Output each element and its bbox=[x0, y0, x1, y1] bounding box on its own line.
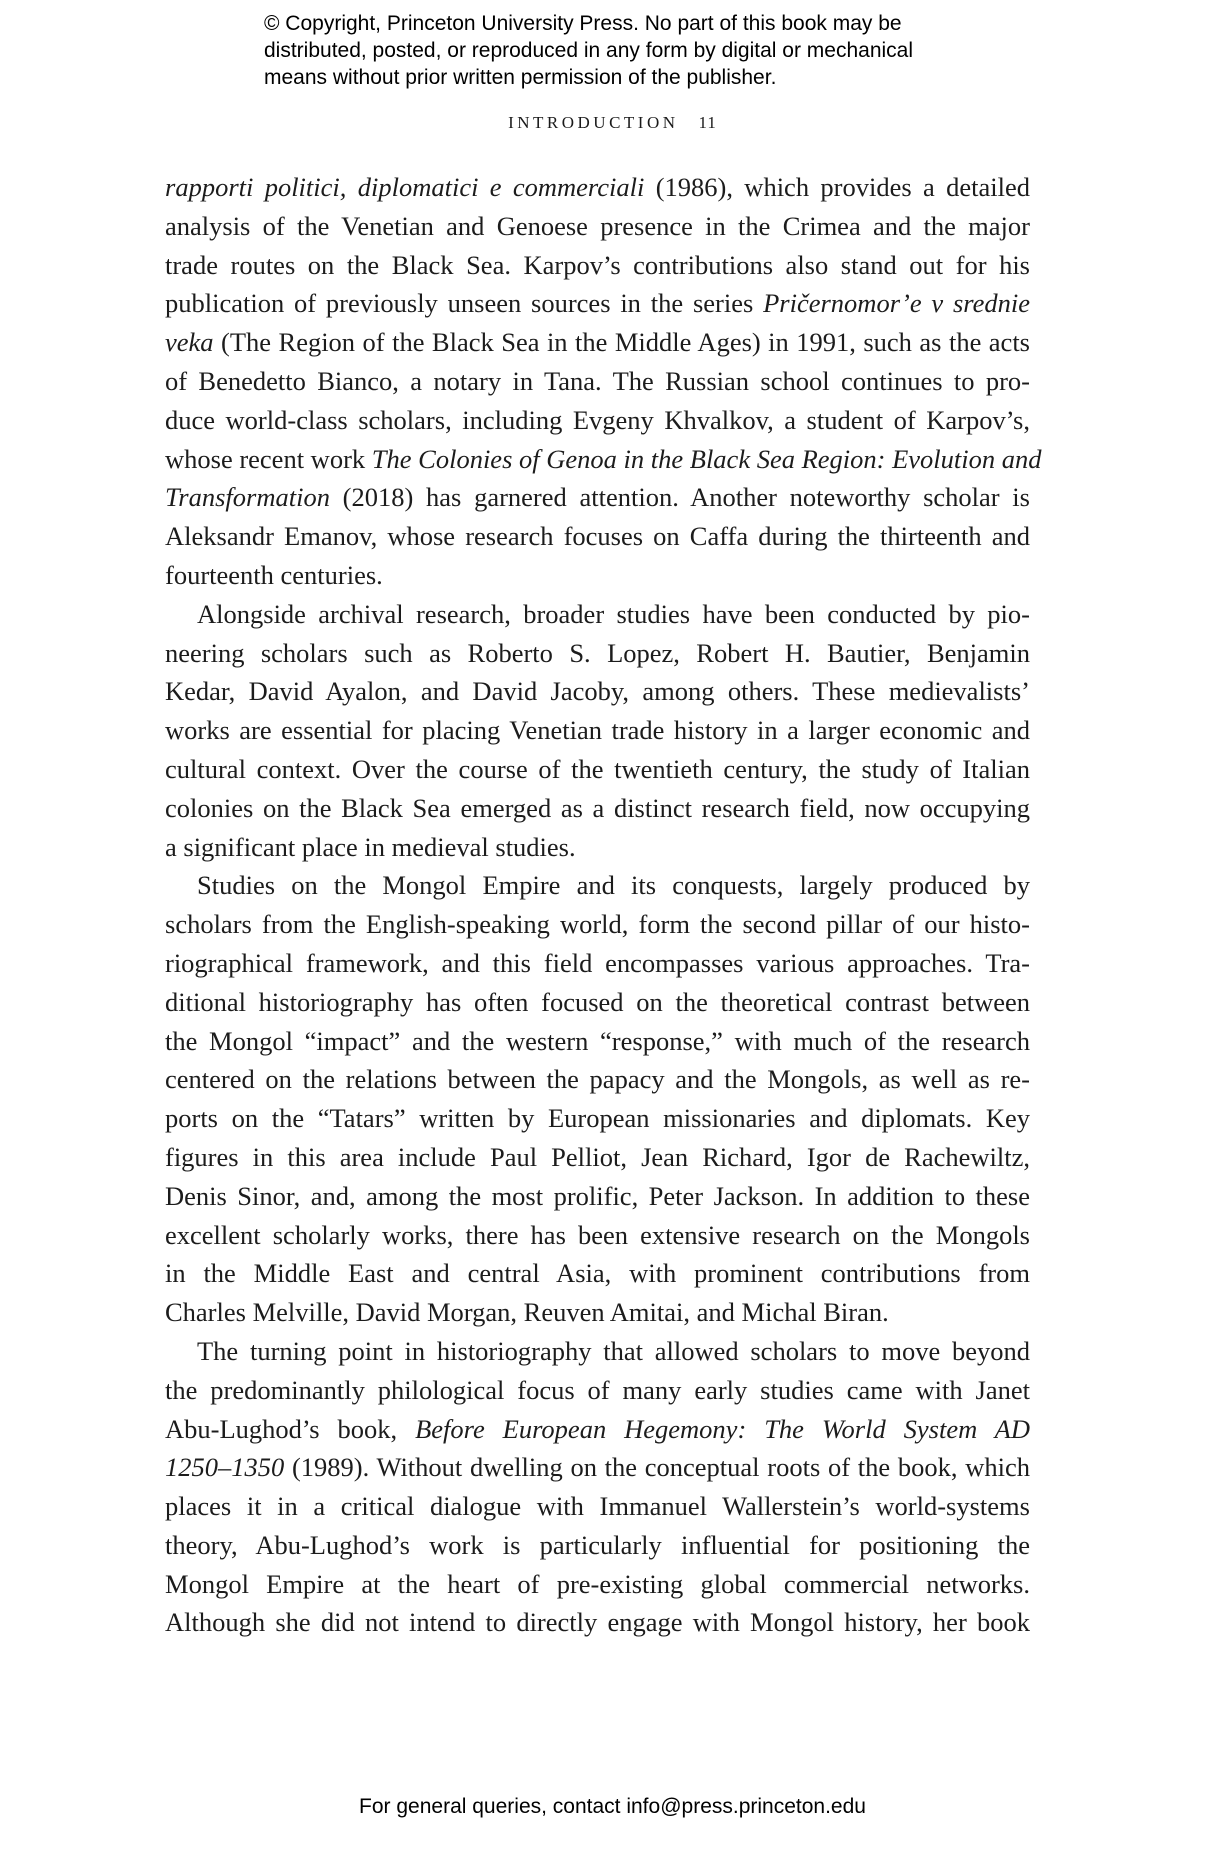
text-line: neering scholars such as Roberto S. Lopez, Robert H. Bautier, Benjamin bbox=[165, 637, 1030, 668]
copyright-line: means without prior written permission of the publisher. bbox=[264, 66, 777, 89]
copyright-line: © Copyright, Princeton University Press. No part of this book may be bbox=[264, 12, 902, 35]
text-line: Although she did not intend to directly engage with Mongol history, her book bbox=[165, 1607, 1030, 1638]
text-line: trade routes on the Black Sea. Karpov’s contributions also stand out for his bbox=[165, 249, 1030, 280]
text-line: ditional historiography has often focused on the theoretical contrast between bbox=[165, 986, 1030, 1017]
paragraph-start: Studies on the Mongol Empire and its conquests, largely produced by bbox=[197, 870, 1030, 901]
text-line: theory, Abu-Lughod’s work is particularly influential for positioning the bbox=[165, 1529, 1030, 1560]
text-line: the Mongol “impact” and the western “response,” with much of the research bbox=[165, 1025, 1030, 1056]
text-line: veka (The Region of the Black Sea in the Middle Ages) in 1991, such as the acts bbox=[165, 327, 1030, 358]
text-line: cultural context. Over the course of the twentieth century, the study of Italian bbox=[165, 753, 1030, 784]
text-line: Denis Sinor, and, among the most prolific, Peter Jackson. In addition to these bbox=[165, 1180, 1030, 1211]
text-line: works are essential for placing Venetian trade history in a larger economic and bbox=[165, 715, 1030, 746]
text-line: duce world-class scholars, including Evgeny Khvalkov, a student of Karpov’s, bbox=[165, 404, 1030, 435]
copyright-line: distributed, posted, or reproduced in any form by digital or mechanical bbox=[264, 39, 914, 62]
text-line: places it in a critical dialogue with Immanuel Wallerstein’s world-systems bbox=[165, 1491, 1030, 1522]
text-line: whose recent work The Colonies of Genoa in the Black Sea Region: Evolution and bbox=[165, 443, 1042, 474]
text-line: centered on the relations between the papacy and the Mongols, as well as re- bbox=[165, 1064, 1030, 1095]
text-line: a significant place in medieval studies. bbox=[165, 831, 576, 862]
text-line: 1250–1350 (1989). Without dwelling on the conceptual roots of the book, which bbox=[165, 1452, 1030, 1483]
text-line: colonies on the Black Sea emerged as a distinct research field, now occupying bbox=[165, 792, 1030, 823]
text-line: publication of previously unseen sources in the series Pričernomor’e v srednie bbox=[165, 288, 1031, 319]
paragraph-start: The turning point in historiography that allowed scholars to move beyond bbox=[197, 1335, 1030, 1366]
body-text bbox=[165, 168, 1042, 1642]
text-line: rapporti politici, diplomatici e commerciali (1986), which provides a detailed bbox=[165, 172, 1030, 202]
text-line: Abu-Lughod’s book, Before European Hegemony: The World System AD bbox=[165, 1413, 1030, 1444]
text-line: excellent scholarly works, there has been extensive research on the Mongols bbox=[165, 1219, 1030, 1250]
text-line: ports on the “Tatars” written by European missionaries and diplomats. Key bbox=[165, 1103, 1030, 1134]
text-line: scholars from the English-speaking world, form the second pillar of our histo- bbox=[165, 909, 1030, 940]
text-line: Kedar, David Ayalon, and David Jacoby, among others. These medievalists’ bbox=[165, 676, 1030, 707]
text-line: Mongol Empire at the heart of pre-existing global commercial networks. bbox=[165, 1568, 1030, 1599]
running-head bbox=[0, 113, 1225, 133]
page-number: 11 bbox=[698, 113, 717, 132]
text-line: in the Middle East and central Asia, with prominent contributions from bbox=[165, 1258, 1030, 1289]
text-line: Aleksandr Emanov, whose research focuses on Caffa during the thirteenth and bbox=[165, 521, 1030, 552]
text-line: the predominantly philological focus of many early studies came with Janet bbox=[165, 1374, 1030, 1405]
text-line: analysis of the Venetian and Genoese presence in the Crimea and the major bbox=[165, 210, 1030, 241]
text-line: of Benedetto Bianco, a notary in Tana. The Russian school continues to pro- bbox=[165, 365, 1030, 396]
text-line: Charles Melville, David Morgan, Reuven Amitai, and Michal Biran. bbox=[165, 1297, 889, 1328]
section-title: INTRODUCTION bbox=[508, 113, 679, 132]
text-line: figures in this area include Paul Pelliot, Jean Richard, Igor de Rachewiltz, bbox=[165, 1141, 1030, 1172]
text-line: Transformation (2018) has garnered attention. Another noteworthy scholar is bbox=[165, 482, 1030, 513]
copyright-notice bbox=[264, 10, 1024, 91]
footer-contact: For general queries, contact info@press.princeton.edu bbox=[359, 1795, 866, 1818]
text-line: riographical framework, and this field encompasses various approaches. Tra- bbox=[165, 947, 1030, 978]
text-line: fourteenth centuries. bbox=[165, 559, 383, 590]
paragraph-start: Alongside archival research, broader studies have been conducted by pio- bbox=[197, 598, 1030, 629]
